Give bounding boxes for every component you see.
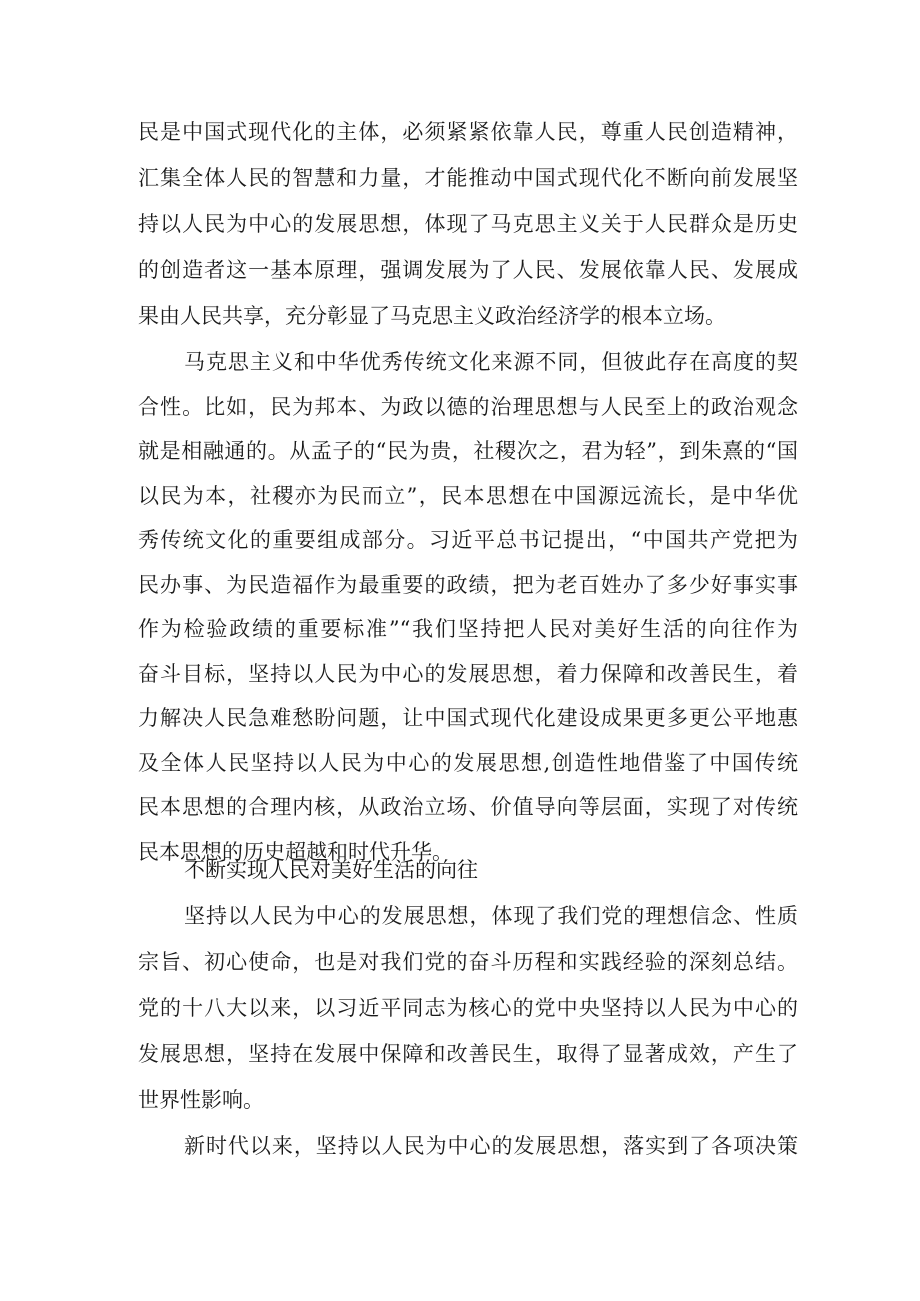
paragraph-2-line-2: 合性。比如，民为邦本、为政以德的治理思想与人民至上的政治观念 (138, 395, 798, 419)
paragraph-3-line-2: 宗旨、初心使命，也是对我们党的奋斗历程和实践经验的深刻总结。 (138, 950, 798, 974)
paragraph-3-line-5: 世界性影响。 (138, 1088, 264, 1112)
paragraph-2-line-7: 作为检验政绩的重要标准”“我们坚持把人民对美好生活的向往作为 (138, 617, 798, 641)
section-heading: 不断实现人民对美好生活的向往 (184, 858, 478, 882)
paragraph-1-line-4: 的创造者这一基本原理，强调发展为了人民、发展依靠人民、发展成 (138, 258, 798, 282)
paragraph-2-line-5: 秀传统文化的重要组成部分。习近平总书记提出，“中国共产党把为 (138, 528, 798, 552)
paragraph-3-line-4: 发展思想，坚持在发展中保障和改善民生，取得了显著成效，产生了 (138, 1042, 798, 1066)
paragraph-2-line-8: 奋斗目标，坚持以人民为中心的发展思想，着力保障和改善民生，着 (138, 662, 798, 686)
paragraph-1-line-1: 民是中国式现代化的主体，必须紧紧依靠人民，尊重人民创造精神， (138, 120, 798, 144)
paragraph-1-line-2: 汇集全体人民的智慧和力量，才能推动中国式现代化不断向前发展坚 (138, 166, 798, 190)
paragraph-1-line-3: 持以人民为中心的发展思想，体现了马克思主义关于人民群众是历史 (138, 212, 798, 236)
paragraph-2-line-12: 民本思想的历史超越和时代升华。 (138, 840, 453, 864)
paragraph-2-line-6: 民办事、为民造福作为最重要的政绩，把为老百姓办了多少好事实事 (138, 573, 798, 597)
paragraph-2-line-9: 力解决人民急难愁盼问题，让中国式现代化建设成果更多更公平地惠 (138, 706, 798, 730)
paragraph-2-line-11: 民本思想的合理内核，从政治立场、价值导向等层面，实现了对传统 (138, 795, 798, 819)
paragraph-2-line-10: 及全体人民坚持以人民为中心的发展思想,创造性地借鉴了中国传统 (138, 751, 798, 775)
paragraph-3-line-1: 坚持以人民为中心的发展思想，体现了我们党的理想信念、性质 (184, 904, 798, 928)
paragraph-2-line-3: 就是相融通的。从孟子的“民为贵，社稷次之，君为轻”，到朱熹的“国 (138, 439, 798, 463)
paragraph-3-line-3: 党的十八大以来，以习近平同志为核心的党中央坚持以人民为中心的 (138, 996, 798, 1020)
paragraph-2-line-1: 马克思主义和中华优秀传统文化来源不同，但彼此存在高度的契 (184, 350, 798, 374)
paragraph-2-line-4: 以民为本，社稷亦为民而立”，民本思想在中国源远流长，是中华优 (138, 484, 798, 508)
paragraph-1-line-5: 果由人民共享，充分彰显了马克思主义政治经济学的根本立场。 (138, 304, 726, 328)
paragraph-4-line-1: 新时代以来，坚持以人民为中心的发展思想，落实到了各项决策 (184, 1134, 798, 1158)
